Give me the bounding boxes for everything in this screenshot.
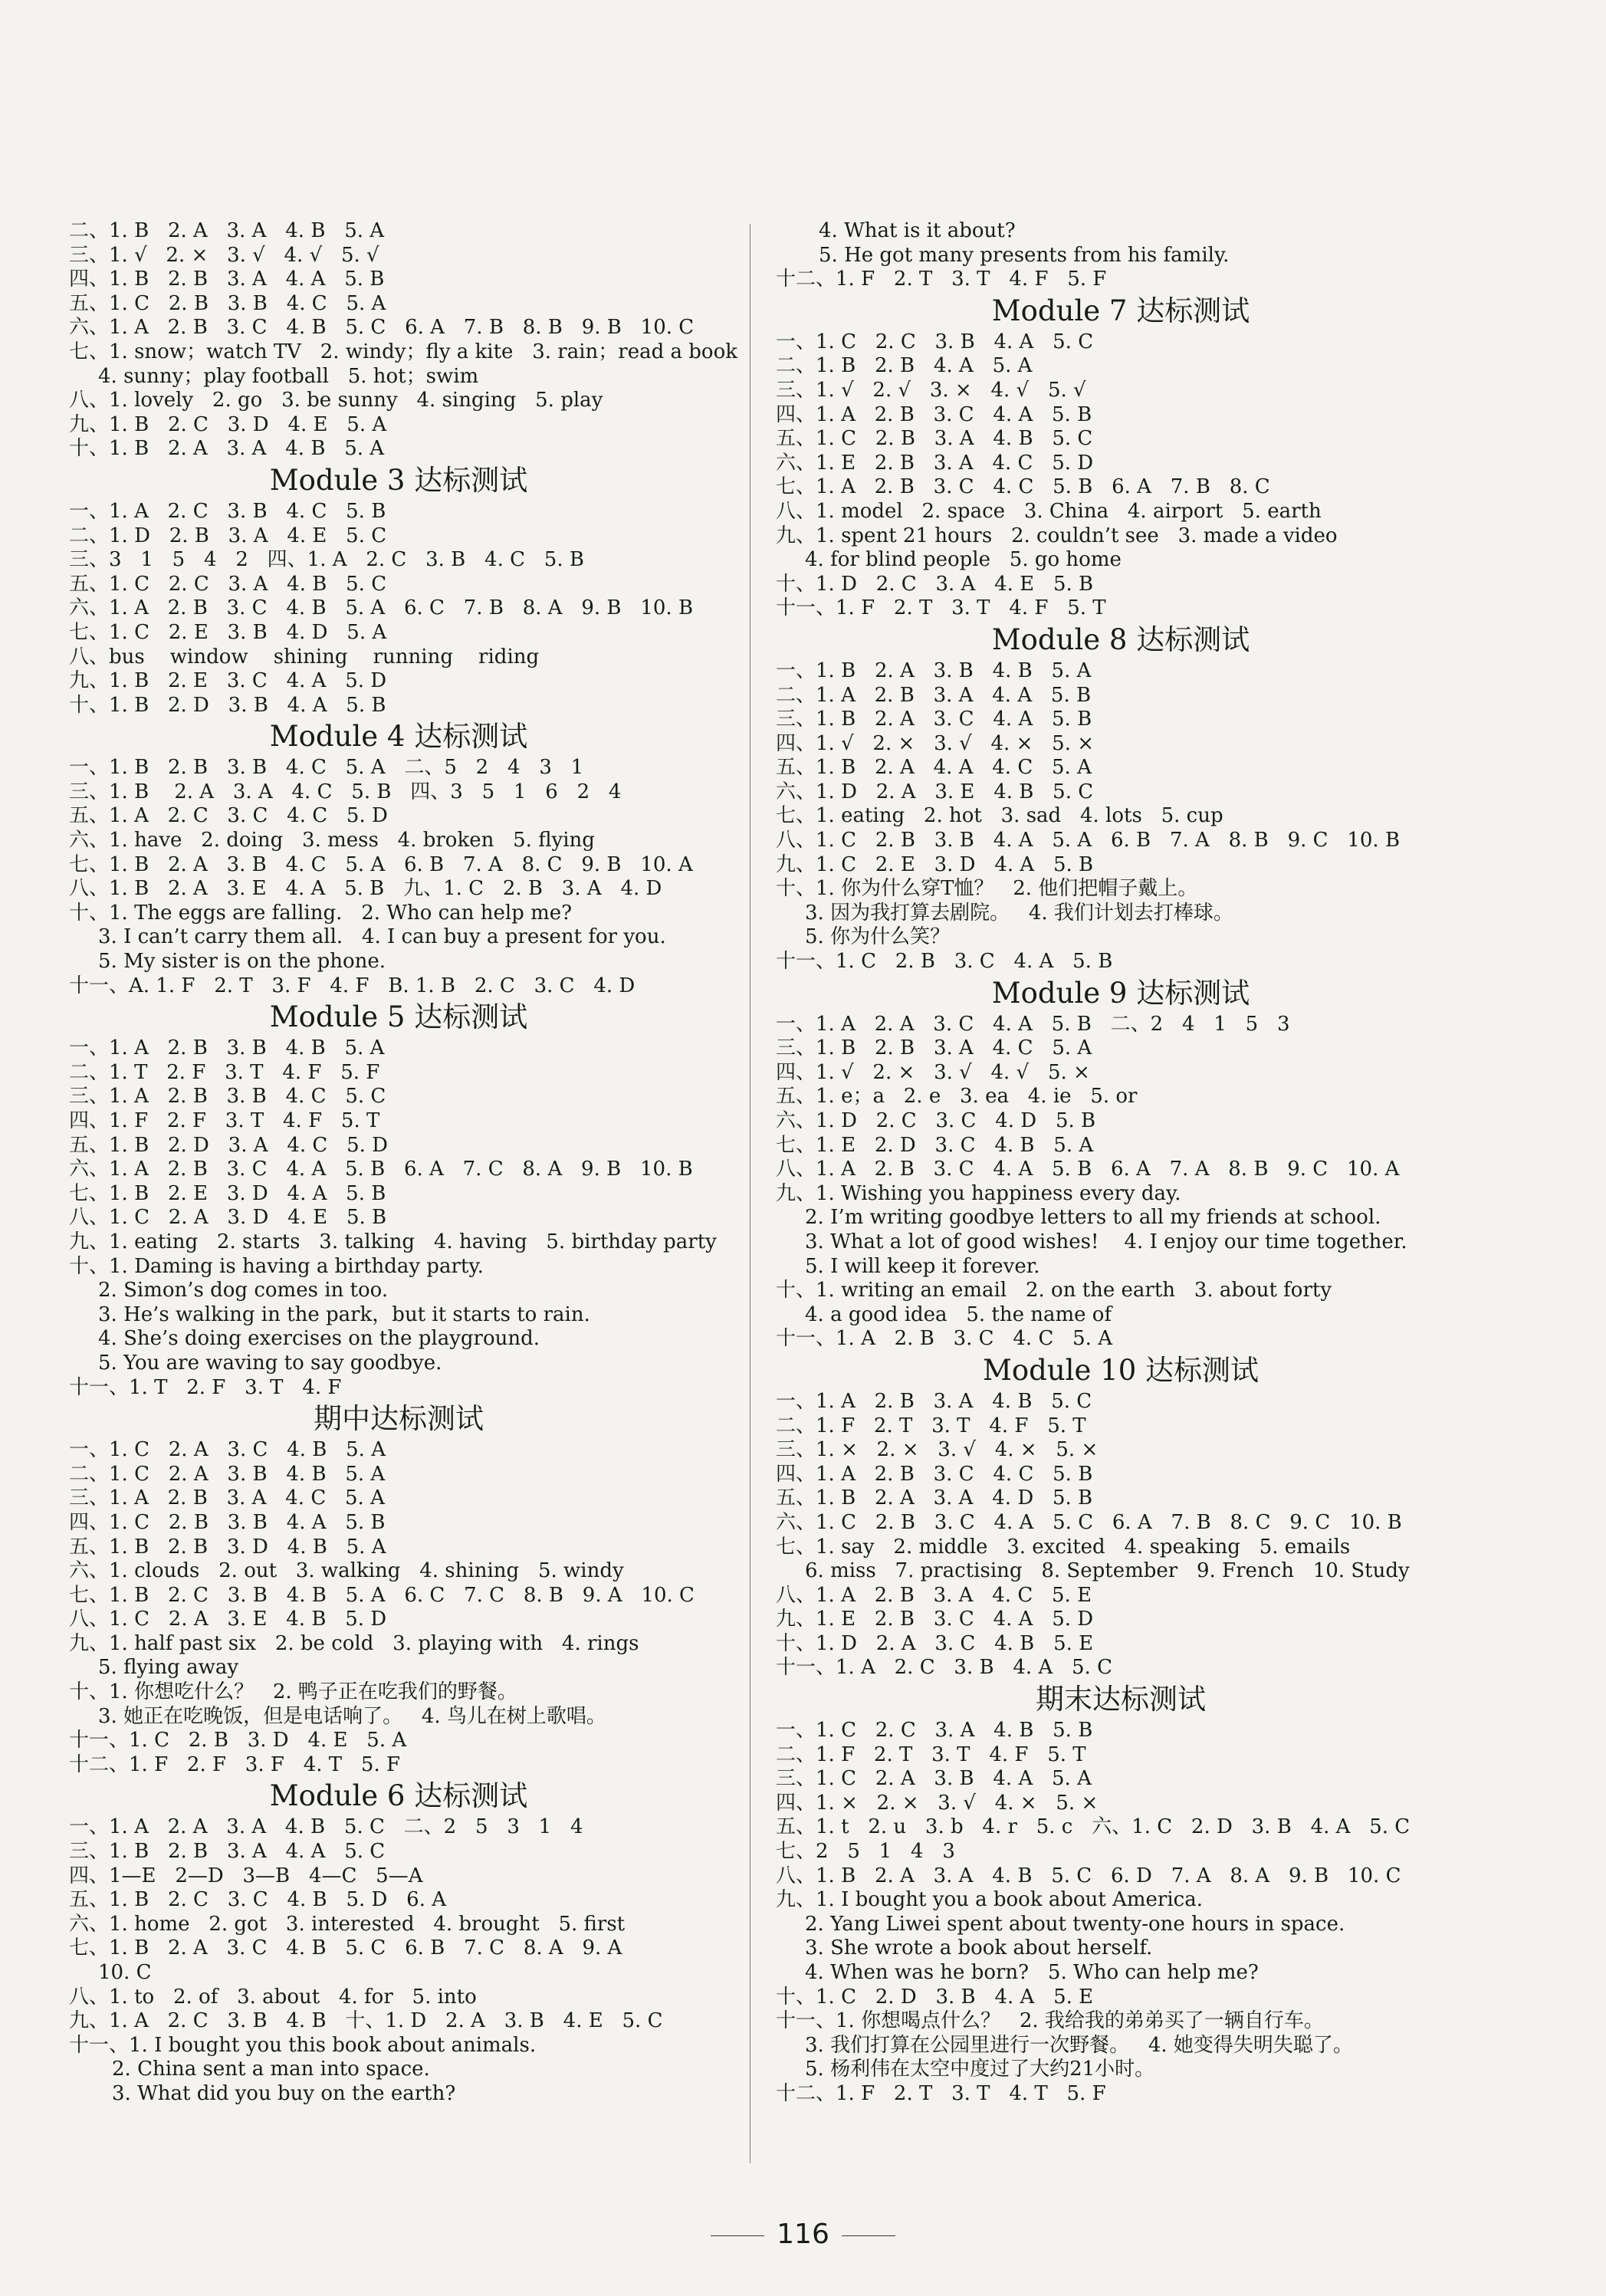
answer-line: 一、1. A 2. A 3. C 4. A 5. B 二、2 4 1 5 3 xyxy=(776,1012,1290,1036)
answer-line: 5. He got many presents from his family. xyxy=(819,243,1230,267)
answer-line: 七、1. C 2. E 3. B 4. D 5. A xyxy=(69,620,387,644)
answer-line: 六、1. E 2. B 3. A 4. C 5. D xyxy=(776,451,1094,475)
answer-line: 十、1. B 2. D 3. B 4. A 5. B xyxy=(69,693,386,717)
answer-line: 5. You are waving to say goodbye. xyxy=(98,1351,442,1375)
section-heading: Module 5 达标测试 xyxy=(269,1000,528,1034)
answer-line: 4. a good idea 5. the name of xyxy=(805,1302,1112,1326)
answer-line: 三、1. B 2. B 3. A 4. A 5. C xyxy=(69,1840,386,1864)
answer-line: 十、1. D 2. C 3. A 4. E 5. B xyxy=(776,572,1094,596)
answer-line: 一、1. A 2. C 3. B 4. C 5. B xyxy=(69,499,386,523)
answer-line: 十一、1. I bought you this book about animals. xyxy=(69,2033,537,2057)
answer-line: 3. 因为我打算去剧院。 4. 我们计划去打棒球。 xyxy=(805,901,1233,925)
answer-line: 五、1. C 2. B 3. A 4. B 5. C xyxy=(776,427,1093,451)
answer-line: 二、1. T 2. F 3. T 4. F 5. F xyxy=(69,1060,380,1084)
answer-line: 六、1. A 2. B 3. C 4. B 5. A 6. C 7. B 8. A 9. B 10. B xyxy=(69,596,694,620)
answer-line: 十一、1. A 2. B 3. C 4. C 5. A xyxy=(776,1327,1112,1351)
answer-line: 五、1. B 2. C 3. C 4. B 5. D 6. A xyxy=(69,1888,447,1912)
answer-line: 七、1. snow；watch TV 2. windy；fly a kite 3. rain；read a book xyxy=(69,340,737,363)
answer-line: 3. I can’t carry them all. 4. I can buy a present for you. xyxy=(98,925,666,949)
answer-line: 四、1. B 2. B 3. A 4. A 5. B xyxy=(69,268,385,291)
answer-line: 六、1. D 2. C 3. C 4. D 5. B xyxy=(776,1109,1096,1132)
answer-line: 三、1. B 2. A 3. C 4. A 5. B xyxy=(776,708,1092,731)
answer-line: 六、1. clouds 2. out 3. walking 4. shining 5. windy xyxy=(69,1559,624,1583)
answer-line: 5. 你为什么笑？ xyxy=(805,925,951,949)
answer-line: 八、1. model 2. space 3. China 4. airport 5. earth xyxy=(776,499,1322,523)
answer-line: 5. I will keep it forever. xyxy=(805,1254,1040,1278)
answer-line: 八、1. C 2. A 3. D 4. E 5. B xyxy=(69,1206,387,1230)
answer-line: 三、3 1 5 4 2 四、1. A 2. C 3. B 4. C 5. B xyxy=(69,548,584,572)
answer-line: 五、1. C 2. B 3. B 4. C 5. A xyxy=(69,291,386,315)
answer-line: 九、1. E 2. B 3. C 4. A 5. D xyxy=(776,1608,1094,1631)
answer-line: 九、1. Wishing you happiness every day. xyxy=(776,1181,1181,1205)
section-heading: Module 3 达标测试 xyxy=(269,463,528,497)
answer-line: 八、1. A 2. B 3. C 4. A 5. B 6. A 7. A 8. B 9. C 10. A xyxy=(776,1158,1400,1181)
answer-line: 二、1. D 2. B 3. A 4. E 5. C xyxy=(69,524,387,547)
answer-line: 二、1. F 2. T 3. T 4. F 5. T xyxy=(776,1743,1086,1766)
answer-line: 二、1. B 2. B 4. A 5. A xyxy=(776,354,1033,378)
answer-line: 七、1. B 2. C 3. B 4. B 5. A 6. C 7. C 8. B 9. A 10. C xyxy=(69,1583,695,1607)
answer-line: 2. Yang Liwei spent about twenty-one hours in space. xyxy=(805,1912,1345,1936)
section-heading: Module 6 达标测试 xyxy=(269,1779,528,1813)
answer-line: 八、1. lovely 2. go 3. be sunny 4. singing 5. play xyxy=(69,389,603,412)
answer-line: 10. C xyxy=(98,1961,152,1984)
answer-line: 3. 我们打算在公园里进行一次野餐。 4. 她变得失明失聪了。 xyxy=(805,2033,1353,2057)
answer-line: 九、1. B 2. C 3. D 4. E 5. A xyxy=(69,412,387,436)
answer-line: 十一、1. F 2. T 3. T 4. F 5. T xyxy=(776,596,1106,620)
answer-line: 三、1. B 2. B 3. A 4. C 5. A xyxy=(776,1036,1092,1060)
answer-line: 2. Simon’s dog comes in too. xyxy=(98,1279,389,1302)
answer-line: 六、1. have 2. doing 3. mess 4. broken 5. flying xyxy=(69,829,595,852)
answer-line: 九、1. A 2. C 3. B 4. B 十、1. D 2. A 3. B 4. E 5. C xyxy=(69,2009,663,2033)
answer-line: 六、1. home 2. got 3. interested 4. brought 5. first xyxy=(69,1912,626,1936)
answer-line: 十、1. 你为什么穿T恤？ 2. 他们把帽子戴上。 xyxy=(776,877,1198,901)
answer-line: 四、1. A 2. B 3. C 4. C 5. B xyxy=(776,1462,1093,1486)
answer-line: 七、1. B 2. A 3. C 4. B 5. C 6. B 7. C 8. A 9. A xyxy=(69,1936,622,1960)
answer-line: 十、1. writing an email 2. on the earth 3. about forty xyxy=(776,1279,1332,1302)
answer-line: 十、1. Daming is having a birthday party. xyxy=(69,1254,484,1278)
answer-line: 十一、1. 你想喝点什么？ 2. 我给我的弟弟买了一辆自行车。 xyxy=(776,2009,1324,2033)
answer-line: 3. What a lot of good wishes! 4. I enjoy our time together. xyxy=(805,1230,1407,1253)
answer-line: 二、1. A 2. B 3. A 4. A 5. B xyxy=(776,683,1092,707)
answer-line: 八、1. C 2. B 3. B 4. A 5. A 6. B 7. A 8. B 9. C 10. B xyxy=(776,829,1401,852)
answer-line: 三、1. √ 2. √ 3. × 4. √ 5. √ xyxy=(776,378,1086,402)
section-heading: Module 7 达标测试 xyxy=(991,294,1250,327)
answer-line: 十一、1. C 2. B 3. D 4. E 5. A xyxy=(69,1729,407,1752)
answer-line: 一、1. C 2. C 3. B 4. A 5. C xyxy=(776,330,1094,353)
answer-line: 十二、1. F 2. T 3. T 4. T 5. F xyxy=(776,2081,1106,2105)
answer-line: 九、1. eating 2. starts 3. talking 4. having 5. birthday party xyxy=(69,1230,717,1253)
answer-line: 六、1. A 2. B 3. C 4. A 5. B 6. A 7. C 8. A 9. B 10. B xyxy=(69,1158,693,1181)
answer-line: 八、1. A 2. B 3. A 4. C 5. E xyxy=(776,1583,1092,1607)
answer-line: 一、1. A 2. B 3. A 4. B 5. C xyxy=(776,1389,1092,1413)
answer-line: 一、1. B 2. B 3. B 4. C 5. A 二、5 2 4 3 1 xyxy=(69,756,584,780)
answer-line: 十一、A. 1. F 2. T 3. F 4. F B. 1. B 2. C 3. C 4. D xyxy=(69,974,636,997)
answer-line: 二、1. F 2. T 3. T 4. F 5. T xyxy=(776,1414,1086,1437)
answer-line: 三、1. C 2. A 3. B 4. A 5. A xyxy=(776,1767,1092,1791)
section-heading: Module 10 达标测试 xyxy=(982,1353,1259,1387)
answer-line: 十、1. D 2. A 3. C 4. B 5. E xyxy=(776,1631,1094,1655)
answer-line: 一、1. A 2. B 3. B 4. B 5. A xyxy=(69,1036,385,1060)
answer-line: 六、1. C 2. B 3. C 4. A 5. C 6. A 7. B 8. C 9. C 10. B xyxy=(776,1510,1402,1534)
answer-line: 八、1. B 2. A 3. A 4. B 5. C 6. D 7. A 8. A 9. B 10. C xyxy=(776,1864,1401,1887)
answer-line: 一、1. C 2. C 3. A 4. B 5. B xyxy=(776,1719,1093,1743)
answer-line: 四、1. A 2. B 3. C 4. A 5. B xyxy=(776,402,1092,426)
answer-line: 4. When was he born? 5. Who can help me? xyxy=(805,1961,1259,1984)
answer-line: 四、1. √ 2. × 3. √ 4. √ 5. × xyxy=(776,1060,1090,1084)
answer-line: 三、1. × 2. × 3. √ 4. × 5. × xyxy=(776,1438,1099,1462)
answer-line: 六、1. D 2. A 3. E 4. B 5. C xyxy=(776,780,1094,803)
answer-line: 3. What did you buy on the earth? xyxy=(112,2081,456,2105)
answer-line: 七、1. B 2. E 3. D 4. A 5. B xyxy=(69,1181,386,1205)
answer-line: 4. She’s doing exercises on the playground. xyxy=(98,1327,540,1351)
answer-line: 四、1—E 2—D 3—B 4—C 5—A xyxy=(69,1864,423,1887)
answer-line: 四、1. F 2. F 3. T 4. F 5. T xyxy=(69,1109,380,1132)
answer-line: 五、1. B 2. A 4. A 4. C 5. A xyxy=(776,756,1092,780)
answer-line: 三、1. √ 2. × 3. √ 4. √ 5. √ xyxy=(69,243,379,267)
answer-line: 九、1. B 2. E 3. C 4. A 5. D xyxy=(69,669,387,693)
answer-line: 5. 杨利伟在太空中度过了大约21小时。 xyxy=(805,2058,1155,2081)
answer-line: 十、1. The eggs are falling. 2. Who can help me? xyxy=(69,901,573,925)
section-heading: 期中达标测试 xyxy=(314,1402,484,1436)
footer-dash-right xyxy=(842,2235,895,2236)
answer-line: 十一、1. A 2. C 3. B 4. A 5. C xyxy=(776,1656,1112,1680)
answer-line: 2. China sent a man into space. xyxy=(112,2058,430,2081)
answer-line: 九、1. half past six 2. be cold 3. playing with 4. rings xyxy=(69,1631,639,1655)
answer-line: 十一、1. T 2. F 3. T 4. F xyxy=(69,1375,342,1399)
answer-line: 一、1. A 2. A 3. A 4. B 5. C 二、2 5 3 1 4 xyxy=(69,1815,583,1839)
answer-line: 八、1. to 2. of 3. about 4. for 5. into xyxy=(69,1985,477,2009)
answer-line: 2. I’m writing goodbye letters to all my friends at school. xyxy=(805,1206,1381,1230)
answer-line: 七、1. B 2. A 3. B 4. C 5. A 6. B 7. A 8. C 9. B 10. A xyxy=(69,852,693,876)
answer-line: 一、1. B 2. A 3. B 4. B 5. A xyxy=(776,659,1092,682)
answer-line: 七、1. E 2. D 3. C 4. B 5. A xyxy=(776,1133,1094,1157)
answer-line: 5. flying away xyxy=(98,1656,239,1680)
answer-line: 七、1. A 2. B 3. C 4. C 5. B 6. A 7. B 8. C xyxy=(776,475,1270,499)
answer-line: 五、1. B 2. D 3. A 4. C 5. D xyxy=(69,1133,389,1157)
answer-line: 3. She wrote a book about herself. xyxy=(805,1936,1153,1960)
page-footer xyxy=(0,2219,1606,2250)
right-answer-column xyxy=(776,219,1466,2107)
answer-line: 九、1. spent 21 hours 2. couldn’t see 3. made a video xyxy=(776,524,1338,547)
answer-line: 4. What is it about? xyxy=(819,219,1016,242)
answer-line: 七、1. say 2. middle 3. excited 4. speaking 5. emails xyxy=(776,1535,1351,1559)
answer-line: 十、1. C 2. D 3. B 4. A 5. E xyxy=(776,1985,1094,2009)
answer-line: 六、1. A 2. B 3. C 4. B 5. C 6. A 7. B 8. B 9. B 10. C xyxy=(69,316,695,340)
answer-line: 四、1. × 2. × 3. √ 4. × 5. × xyxy=(776,1791,1099,1815)
answer-line: 五、1. A 2. C 3. C 4. C 5. D xyxy=(69,804,388,828)
answer-line: 五、1. C 2. C 3. A 4. B 5. C xyxy=(69,572,387,596)
answer-line: 二、1. B 2. A 3. A 4. B 5. A xyxy=(69,219,385,242)
answer-line: 五、1. t 2. u 3. b 4. r 5. c 六、1. C 2. D 3. B 4. A 5. C xyxy=(776,1815,1411,1839)
answer-line: 三、1. B 2. A 3. A 4. C 5. B 四、3 5 1 6 2 4 xyxy=(69,780,622,803)
section-heading: Module 9 达标测试 xyxy=(991,976,1250,1010)
answer-line: 十、1. 你想吃什么？ 2. 鸭子正在吃我们的野餐。 xyxy=(69,1680,517,1704)
answer-line: 七、2 5 1 4 3 xyxy=(776,1840,955,1864)
answer-line: 三、1. A 2. B 3. A 4. C 5. A xyxy=(69,1486,385,1510)
answer-line: 五、1. e；a 2. e 3. ea 4. ie 5. or xyxy=(776,1085,1138,1109)
answer-line: 二、1. C 2. A 3. B 4. B 5. A xyxy=(69,1462,386,1486)
answer-line: 九、1. C 2. E 3. D 4. A 5. B xyxy=(776,852,1094,876)
answer-line: 3. 她正在吃晚饭，但是电话响了。 4. 鸟儿在树上歌唱。 xyxy=(98,1704,606,1728)
section-heading: 期末达标测试 xyxy=(1036,1683,1206,1716)
answer-line: 八、bus window shining running riding xyxy=(69,645,540,668)
section-heading: Module 4 达标测试 xyxy=(269,720,528,754)
answer-line: 十二、1. F 2. F 3. F 4. T 5. F xyxy=(69,1752,401,1776)
footer-dash-left xyxy=(711,2235,764,2236)
answer-line: 4. sunny；play football 5. hot；swim xyxy=(98,364,479,388)
answer-line: 九、1. I bought you a book about America. xyxy=(776,1888,1203,1912)
answer-line: 3. He’s walking in the park，but it starts to rain. xyxy=(98,1302,590,1326)
answer-line: 十二、1. F 2. T 3. T 4. F 5. F xyxy=(776,268,1107,291)
answer-line: 七、1. eating 2. hot 3. sad 4. lots 5. cup xyxy=(776,804,1223,828)
answer-line: 6. miss 7. practising 8. September 9. French 10. Study xyxy=(805,1559,1410,1583)
answer-line: 十一、1. C 2. B 3. C 4. A 5. B xyxy=(776,950,1113,974)
answer-line: 三、1. A 2. B 3. B 4. C 5. C xyxy=(69,1085,386,1109)
page-number: 116 xyxy=(777,2219,829,2250)
answer-line: 五、1. B 2. A 3. A 4. D 5. B xyxy=(776,1486,1093,1510)
answer-line: 十、1. B 2. A 3. A 4. B 5. A xyxy=(69,437,385,461)
answer-line: 四、1. C 2. B 3. B 4. A 5. B xyxy=(69,1510,386,1534)
answer-line: 四、1. √ 2. × 3. √ 4. × 5. × xyxy=(776,731,1095,755)
answer-line: 一、1. C 2. A 3. C 4. B 5. A xyxy=(69,1438,386,1462)
answer-line: 八、1. B 2. A 3. E 4. A 5. B 九、1. C 2. B 3. A 4. D xyxy=(69,877,662,901)
answer-line: 五、1. B 2. B 3. D 4. B 5. A xyxy=(69,1535,386,1559)
answer-line: 5. My sister is on the phone. xyxy=(98,950,386,974)
section-heading: Module 8 达标测试 xyxy=(991,622,1250,656)
answer-line: 八、1. C 2. A 3. E 4. B 5. D xyxy=(69,1608,387,1631)
left-answer-column xyxy=(69,219,737,2107)
answer-line: 4. for blind people 5. go home xyxy=(805,548,1122,572)
